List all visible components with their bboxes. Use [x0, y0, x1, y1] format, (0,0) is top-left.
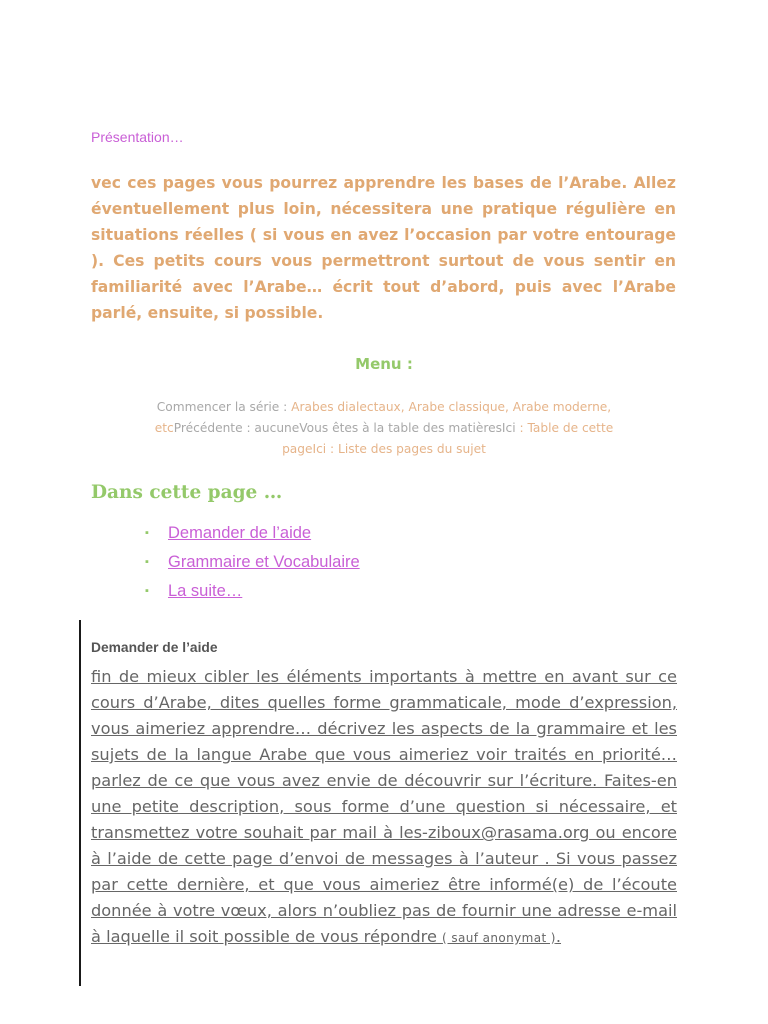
start-series-links[interactable]: Arabes dialectaux, Arabe classique, Arabe moderne, [291, 400, 612, 414]
section-divider [79, 620, 81, 986]
list-item [145, 549, 360, 578]
presentation-label: Présentation… [91, 129, 184, 145]
toc-link[interactable]: : Table de cette [515, 421, 614, 435]
bullet-icon: ▪ [145, 527, 149, 539]
list-item [145, 578, 360, 607]
bullet-icon: ▪ [145, 556, 149, 568]
link-la-suite[interactable]: La suite… [168, 582, 243, 600]
start-series-label: Commencer la série : [156, 400, 292, 414]
help-body-text: fin de mieux cibler les éléments importants à mettre en avant sur ce cours d’Arabe, dites quelles forme grammaticale, mode d’expression, vous aimeriez apprendre… décrivez les aspects de la grammaire et les sujets de la langue Arabe que vous aimeriez voir traités en priorité… parlez de ce que vous avez envie de découvrir sur l’écriture. Faites-en une petite description, sous forme d’une question si nécessaire, et transmettez votre souhait par mail à les-ziboux@rasama.org ou encore à l’aide de cette page d’envoi de messages à l’auteur . Si vous passez par cette dernière, et que vous aimeriez être informé(e) de l’écoute donnée à votre vœux, alors n’oubliez pas de fournir une adresse e-mail à laquelle il soit possible de vous répondre [91, 667, 677, 946]
pages-list-link[interactable]: : Liste des pages du sujet [326, 442, 486, 456]
trailing-period: . [555, 927, 562, 946]
help-section-body[interactable] [91, 664, 677, 951]
in-page-links [145, 520, 360, 607]
in-this-page-heading: Dans cette page … [91, 482, 283, 503]
menu-navigation [130, 397, 638, 460]
help-section-title: Demander de l’aide [91, 640, 218, 655]
etc-link[interactable]: etc [154, 421, 174, 435]
menu-title: Menu : [355, 355, 413, 373]
anonymity-note: ( sauf anonymat ) [442, 931, 556, 945]
link-demander-aide[interactable]: Demander de l’aide [168, 524, 312, 542]
intro-paragraph: vec ces pages vous pourrez apprendre les bases de l’Arabe. Allez éventuellement plus loin, nécessitera une pratique régulière en situations réelles ( si vous en avez l’occasion par votre entourage ). Ces petits cours vous permettront surtout de vous sentir en familiarité avec l’Arabe… écrit tout d’abord, puis avec l’Arabe parlé, ensuite, si possible. [91, 174, 676, 322]
page-link[interactable]: pageIci [282, 442, 327, 456]
previous-page-text: Précédente : aucuneVous êtes à la table des matièresIci [173, 421, 516, 435]
list-item [145, 520, 360, 549]
link-grammaire-vocabulaire[interactable]: Grammaire et Vocabulaire [168, 553, 360, 571]
bullet-icon: ▪ [145, 585, 149, 597]
